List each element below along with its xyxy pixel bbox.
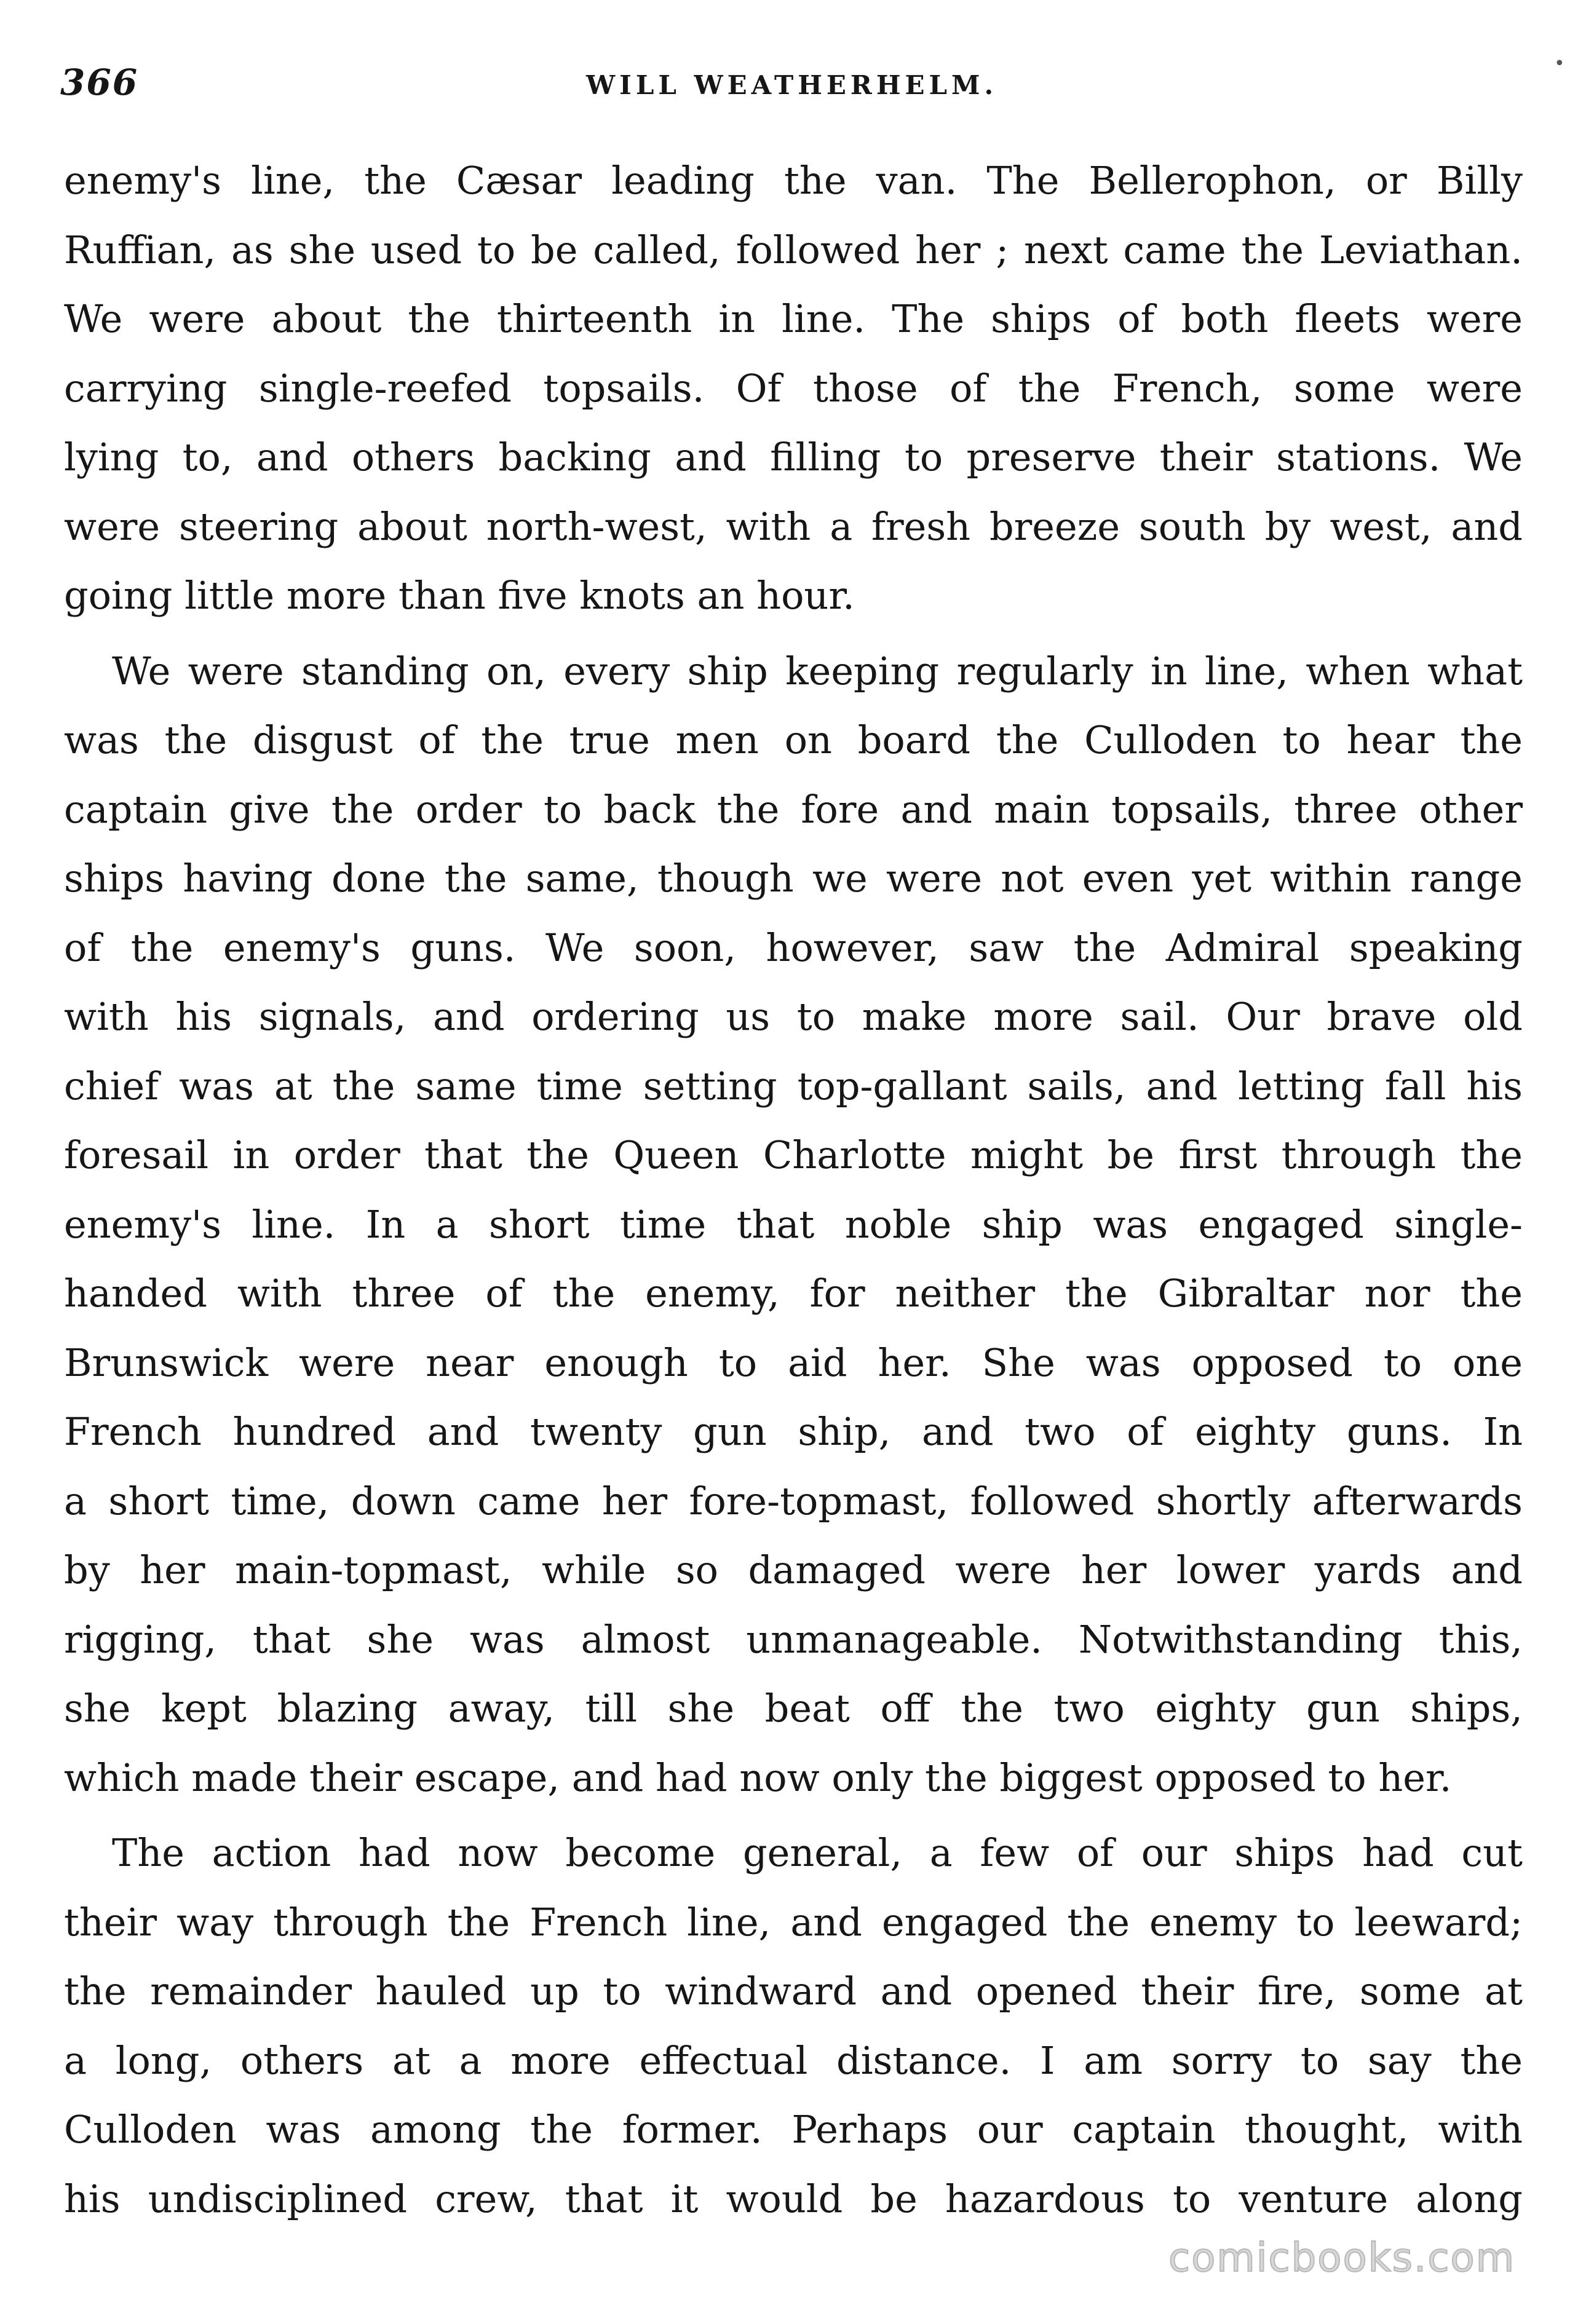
text-line: was the disgust of the true men on board the Culloden to hear the xyxy=(64,717,1523,762)
text-line: a short time, down came her fore-topmast, followed shortly afterwards xyxy=(64,1478,1523,1524)
text-line: We were about the thirteenth in line. The ships of both fleets were xyxy=(64,296,1523,341)
text-line: with his signals, and ordering us to make more sail. Our brave old xyxy=(64,994,1523,1039)
paragraph-2 xyxy=(64,637,1523,1813)
running-head: WILL WEATHERHELM. xyxy=(586,70,998,100)
text-line: his undisciplined crew, that it would be hazardous to venture along xyxy=(64,2176,1523,2221)
text-line: a long, others at a more effectual distance. I am sorry to say the xyxy=(64,2037,1523,2083)
text-line: lying to, and others backing and filling to preserve their stations. We xyxy=(64,435,1523,480)
text-line: French hundred and twenty gun ship, and two of eighty guns. In xyxy=(64,1409,1523,1454)
text-line: Ruffian, as she used to be called, followed her ; next came the Leviathan. xyxy=(64,227,1523,272)
text-line: enemy's line. In a short time that noble ship was engaged single- xyxy=(64,1201,1523,1247)
text-line: of the enemy's guns. We soon, however, saw the Admiral speaking xyxy=(64,925,1523,970)
text-line: Brunswick were near enough to aid her. She was opposed to one xyxy=(64,1340,1523,1385)
text-line: Culloden was among the former. Perhaps our captain thought, with xyxy=(64,2107,1523,2152)
page-header xyxy=(60,48,1524,122)
body-text xyxy=(64,146,1523,2234)
page-number: 366 xyxy=(60,61,139,103)
text-line: their way through the French line, and engaged the enemy to leeward; xyxy=(64,1899,1523,1945)
text-line: which made their escape, and had now only the biggest opposed to her. xyxy=(64,1755,1452,1800)
text-line: enemy's line, the Cæsar leading the van. The Bellerophon, or Billy xyxy=(64,158,1523,203)
text-line: carrying single-reefed topsails. Of those of the French, some were xyxy=(64,365,1523,411)
margin-mark: • xyxy=(1554,53,1565,74)
text-line: captain give the order to back the fore and main topsails, three other xyxy=(64,786,1523,832)
text-line: the remainder hauled up to windward and opened their fire, some at xyxy=(64,1969,1523,2014)
text-line: chief was at the same time setting top-gallant sails, and letting fall his xyxy=(64,1063,1523,1109)
text-line: ships having done the same, though we were not even yet within range xyxy=(64,856,1523,901)
text-line: rigging, that she was almost unmanageable. Notwithstanding this, xyxy=(64,1616,1523,1662)
text-line: We were standing on, every ship keeping regularly in line, when what xyxy=(112,648,1523,694)
text-line: The action had now become general, a few of our ships had cut xyxy=(112,1830,1523,1875)
text-line: she kept blazing away, till she beat off the two eighty gun ships, xyxy=(64,1686,1523,1731)
paragraph-1 xyxy=(64,146,1523,631)
watermark: comicbooks.com xyxy=(1168,2235,1516,2281)
text-line: foresail in order that the Queen Charlotte might be first through the xyxy=(64,1132,1523,1177)
text-line: handed with three of the enemy, for neither the Gibraltar nor the xyxy=(64,1271,1523,1316)
text-line: going little more than five knots an hour. xyxy=(64,573,855,618)
text-line: were steering about north-west, with a fresh breeze south by west, and xyxy=(64,504,1523,549)
text-line: by her main-topmast, while so damaged were her lower yards and xyxy=(64,1547,1523,1592)
paragraph-3 xyxy=(64,1819,1523,2234)
